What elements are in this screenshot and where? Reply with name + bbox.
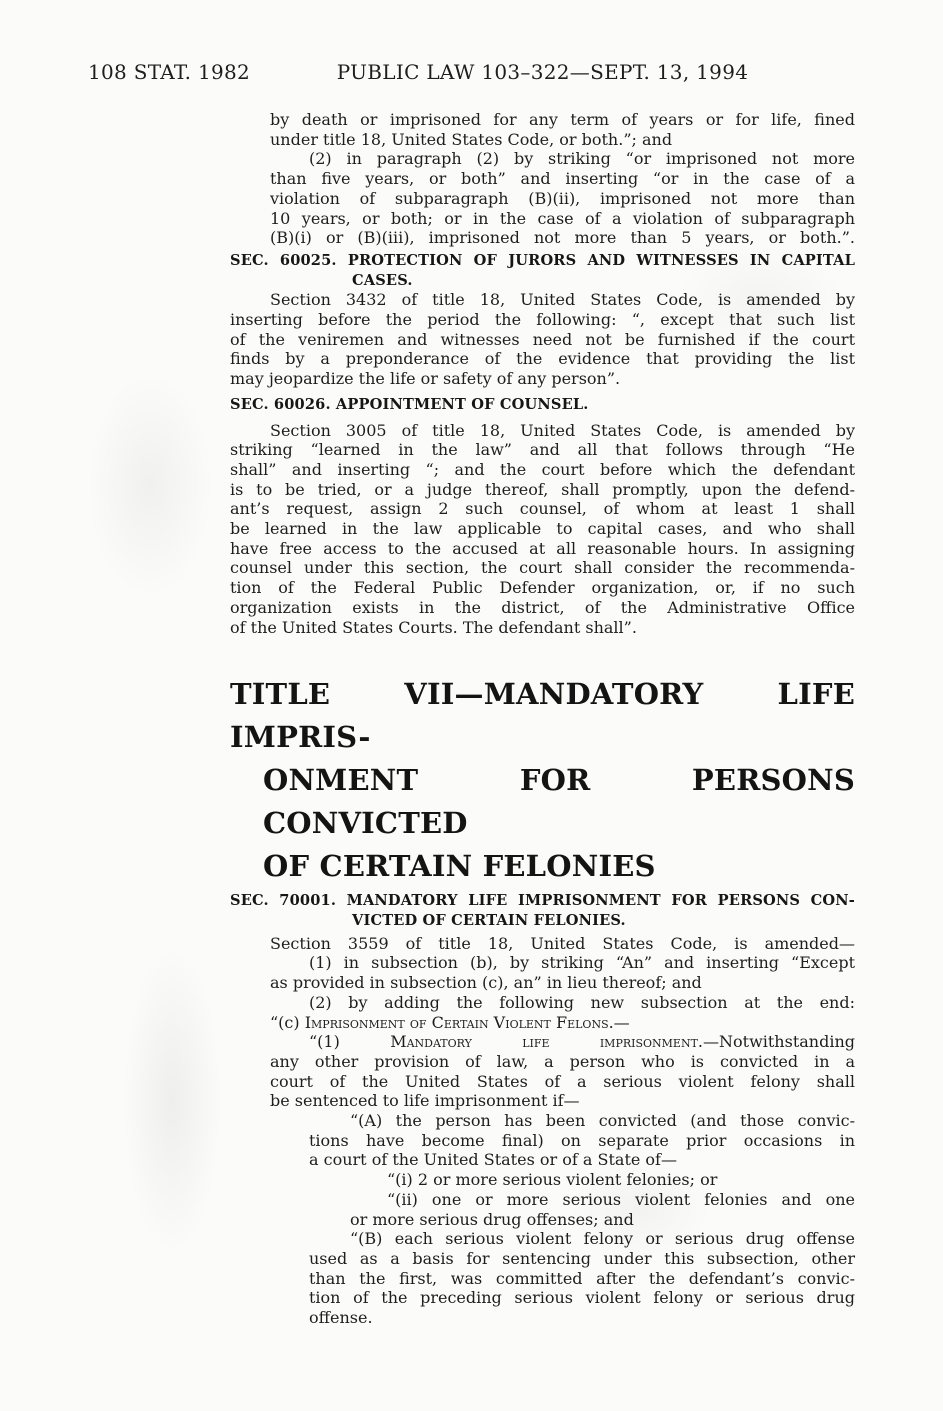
text-line: of the United States Courts. The defendant shall”. xyxy=(230,617,637,637)
text-line: ONMENT FOR PERSONS CONVICTED xyxy=(263,763,855,841)
text-line: violation of subparagraph (B)(ii), imprisoned not more than xyxy=(270,188,855,208)
sec-60025-body xyxy=(230,290,855,389)
sec-60025-heading xyxy=(230,251,855,290)
text-line: Section 3432 of title 18, United States Code, is amended by xyxy=(270,290,855,310)
text-line: tion of the Federal Public Defender organization, or, if no such xyxy=(230,578,855,598)
text-line: tion of the preceding serious violent felony or serious drug xyxy=(309,1288,855,1308)
text-line: CASES. xyxy=(352,271,413,289)
text-line: finds by a preponderance of the evidence that providing the list xyxy=(230,349,855,369)
text-line: used as a basis for sentencing under this subsection, other xyxy=(309,1248,855,1268)
text-line: (B)(i) or (B)(iii), imprisoned not more than 5 years, or both.”. xyxy=(270,228,855,248)
text-line: a court of the United States or of a State of— xyxy=(309,1150,677,1170)
text-line: inserting before the period the following: “, except that such list xyxy=(230,310,855,330)
text-line: counsel under this section, the court shall consider the recommenda- xyxy=(230,558,855,578)
text-line: SEC. 60025. PROTECTION OF JURORS AND WITNESSES IN CAPITAL xyxy=(230,251,855,269)
text-line: organization exists in the district, of the Administrative Office xyxy=(230,597,855,617)
text-line: be sentenced to life imprisonment if— xyxy=(270,1091,580,1111)
page-header-stat-number: 108 STAT. 1982 xyxy=(88,60,251,84)
text-segment: Notwithstanding xyxy=(719,1032,855,1052)
text-line: of the veniremen and witnesses need not be furnished if the court xyxy=(230,329,855,349)
small-caps-phrase: Imprisonment of Certain Violent Felons.— xyxy=(304,1012,630,1032)
text-line: “(B) each serious violent felony or serious drug offense xyxy=(350,1229,855,1249)
text-line: by death or imprisoned for any term of years or for life, fined xyxy=(270,110,855,129)
text-segment: “(c) xyxy=(270,1012,305,1032)
text-line: Section 3005 of title 18, United States Code, is amended by xyxy=(270,420,855,440)
text-line: “(ii) one or more serious violent felonies and one xyxy=(387,1189,855,1209)
text-line: shall” and inserting “; and the court before which the defendant xyxy=(230,459,855,479)
text-line: (2) by adding the following new subsection at the end: xyxy=(309,992,855,1012)
text-line xyxy=(270,1013,855,1033)
text-line: “(i) 2 or more serious violent felonies; or xyxy=(387,1170,718,1190)
text-line: 10 years, or both; or in the case of a violation of subparagraph xyxy=(270,208,855,228)
text-line: court of the United States of a serious violent felony shall xyxy=(270,1071,855,1091)
text-line: may jeopardize the life or safety of any person”. xyxy=(230,369,621,389)
text-line: “(A) the person has been convicted (and those convic- xyxy=(350,1111,855,1131)
text-line: any other provision of law, a person who is convicted in a xyxy=(270,1051,855,1071)
text-line: offense. xyxy=(309,1308,373,1328)
text-line: (1) in subsection (b), by striking “An” and inserting “Except xyxy=(309,953,855,973)
text-line: SEC. 70001. MANDATORY LIFE IMPRISONMENT FOR PERSONS CON- xyxy=(230,892,855,910)
amendment-continuation xyxy=(230,110,855,248)
title-vii xyxy=(230,673,855,888)
text-line: be learned in the law applicable to capital cases, and who shall xyxy=(230,519,855,539)
sec-60026-body xyxy=(230,421,855,638)
text-line: ant’s request, assign 2 such counsel, of whom at least 1 shall xyxy=(230,499,855,519)
page-header-law-title: PUBLIC LAW 103–322—SEPT. 13, 1994 xyxy=(336,60,749,84)
text-line: have free access to the accused at all reasonable hours. In assigning xyxy=(230,538,855,558)
text-line: VICTED OF CERTAIN FELONIES. xyxy=(352,911,626,929)
text-line xyxy=(309,1032,855,1052)
text-line: striking “learned in the law” and all that follows through “He xyxy=(230,440,855,460)
text-line: or more serious drug offenses; and xyxy=(350,1209,634,1229)
text-line: SEC. 60026. APPOINTMENT OF COUNSEL. xyxy=(230,395,589,413)
text-line: as provided in subsection (c), an” in lieu thereof; and xyxy=(270,973,702,993)
text-line: than five years, or both” and inserting “or in the case of a xyxy=(270,169,855,189)
text-segment: “(1) xyxy=(309,1032,391,1052)
small-caps-phrase: Mandatory life imprisonment.— xyxy=(390,1032,719,1052)
text-line: tions have become final) on separate prior occasions in xyxy=(309,1130,855,1150)
text-line: (2) in paragraph (2) by striking “or imprisoned not more xyxy=(309,149,855,169)
text-line: than the first, was committed after the defendant’s convic- xyxy=(309,1268,855,1288)
text-line: is to be tried, or a judge thereof, shall promptly, upon the defend- xyxy=(230,479,855,499)
sec-60026-heading xyxy=(230,395,855,415)
sec-70001-heading xyxy=(230,891,855,930)
text-line: OF CERTAIN FELONIES xyxy=(263,849,656,884)
text-line: TITLE VII—MANDATORY LIFE IMPRIS- xyxy=(230,677,855,755)
text-line: Section 3559 of title 18, United States Code, is amended— xyxy=(270,933,855,953)
sec-70001-body xyxy=(230,934,855,1328)
text-line: under title 18, United States Code, or both.”; and xyxy=(270,129,673,149)
text-column xyxy=(230,0,855,1328)
